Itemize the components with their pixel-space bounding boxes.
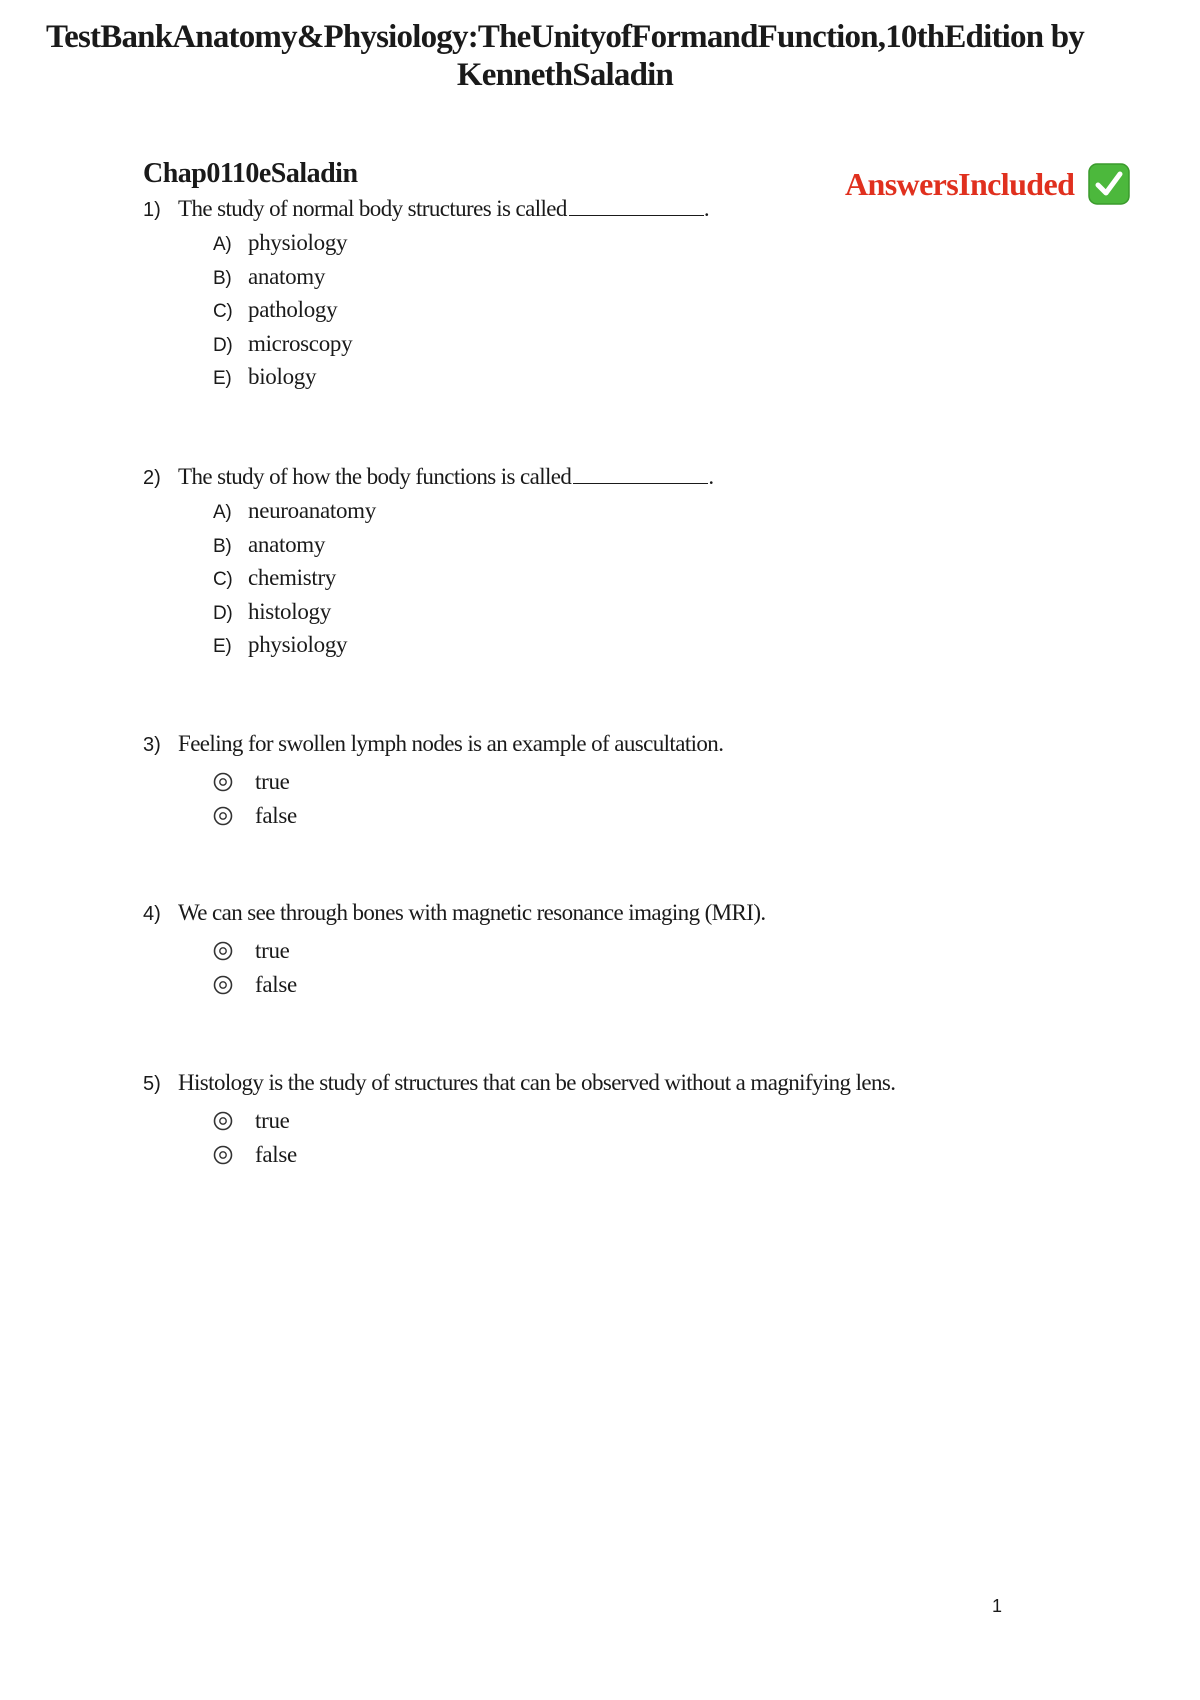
option-c [213, 565, 1143, 599]
option-text: anatomy [248, 531, 326, 557]
radio-button-icon[interactable] [213, 772, 233, 792]
question-text: Feeling for swollen lymph nodes is an example of auscultation. [178, 731, 724, 756]
question-number: 1) [143, 199, 161, 221]
question-suffix: . [703, 196, 709, 221]
option-a [213, 230, 1143, 264]
option-list [213, 934, 1143, 1002]
option-d [213, 331, 1143, 365]
option-b [213, 264, 1143, 298]
chapter-title: Chap0110eSaladin [143, 158, 358, 189]
option-false[interactable] [213, 968, 1143, 1002]
answers-included-label: AnswersIncluded [845, 165, 1075, 202]
document-title-line1: TestBankAnatomy&Physiology:TheUnityofFormandFunction,10thEdition by [45, 19, 1084, 55]
question-number: 5) [143, 1073, 161, 1095]
option-letter: D) [213, 602, 233, 624]
question-stem [143, 900, 1143, 934]
option-text: histology [248, 598, 331, 624]
radio-button-icon[interactable] [213, 941, 233, 961]
option-list [213, 765, 1143, 833]
option-text: true [255, 938, 290, 963]
option-false[interactable] [213, 799, 1143, 833]
option-c [213, 297, 1143, 331]
option-text: true [255, 769, 290, 794]
question-suffix: . [708, 464, 714, 489]
option-letter: E) [213, 636, 232, 657]
option-list [213, 498, 1143, 666]
option-d [213, 599, 1143, 633]
question-text: We can see through bones with magnetic resonance imaging (MRI). [178, 900, 766, 925]
question-4 [143, 900, 1143, 1002]
question-stem [143, 196, 1143, 230]
option-true[interactable] [213, 1104, 1143, 1138]
question-1 [143, 196, 1143, 398]
question-5 [143, 1070, 1143, 1172]
question-3 [143, 731, 1143, 833]
question-stem [143, 731, 1143, 765]
radio-button-icon[interactable] [213, 1145, 233, 1165]
question-text: The study of how the body functions is called [178, 464, 572, 489]
page-number: 1 [992, 1596, 1003, 1616]
question-number: 3) [143, 734, 161, 756]
radio-button-icon[interactable] [213, 1111, 233, 1131]
option-a [213, 498, 1143, 532]
option-letter: C) [213, 569, 233, 590]
answer-blank [573, 465, 708, 484]
option-letter: D) [213, 334, 233, 356]
option-text: true [255, 1108, 290, 1133]
option-text: physiology [248, 230, 348, 255]
option-text: chemistry [248, 565, 336, 590]
radio-button-icon[interactable] [213, 806, 233, 826]
option-letter: A) [213, 234, 232, 255]
option-list [213, 230, 1143, 398]
option-text: microscopy [248, 330, 353, 356]
question-text: Histology is the study of structures that can be observed without a magnifying lens. [178, 1070, 896, 1095]
option-true[interactable] [213, 765, 1143, 799]
answer-blank [569, 197, 704, 216]
option-letter: C) [213, 301, 233, 322]
question-stem [143, 1070, 1143, 1104]
option-text: biology [248, 364, 317, 389]
question-number: 2) [143, 467, 161, 489]
question-stem [143, 464, 1143, 498]
option-letter: B) [213, 535, 232, 557]
option-text: physiology [248, 632, 348, 657]
option-text: pathology [248, 297, 338, 322]
option-list [213, 1104, 1143, 1172]
option-e [213, 364, 1143, 398]
option-b [213, 532, 1143, 566]
document-title [20, 18, 1110, 94]
option-text: neuroanatomy [248, 498, 376, 523]
option-letter: A) [213, 502, 232, 523]
option-false[interactable] [213, 1138, 1143, 1172]
option-text: anatomy [248, 263, 326, 289]
option-text: false [255, 1142, 297, 1167]
document-title-line2: KennethSaladin [456, 57, 674, 93]
question-2 [143, 464, 1143, 666]
question-number: 4) [143, 903, 161, 925]
option-letter: B) [213, 267, 232, 289]
option-letter: E) [213, 368, 232, 389]
option-text: false [255, 972, 297, 997]
option-e [213, 632, 1143, 666]
radio-button-icon[interactable] [213, 975, 233, 995]
question-text: The study of normal body structures is called [178, 196, 567, 221]
option-true[interactable] [213, 934, 1143, 968]
option-text: false [255, 803, 297, 828]
